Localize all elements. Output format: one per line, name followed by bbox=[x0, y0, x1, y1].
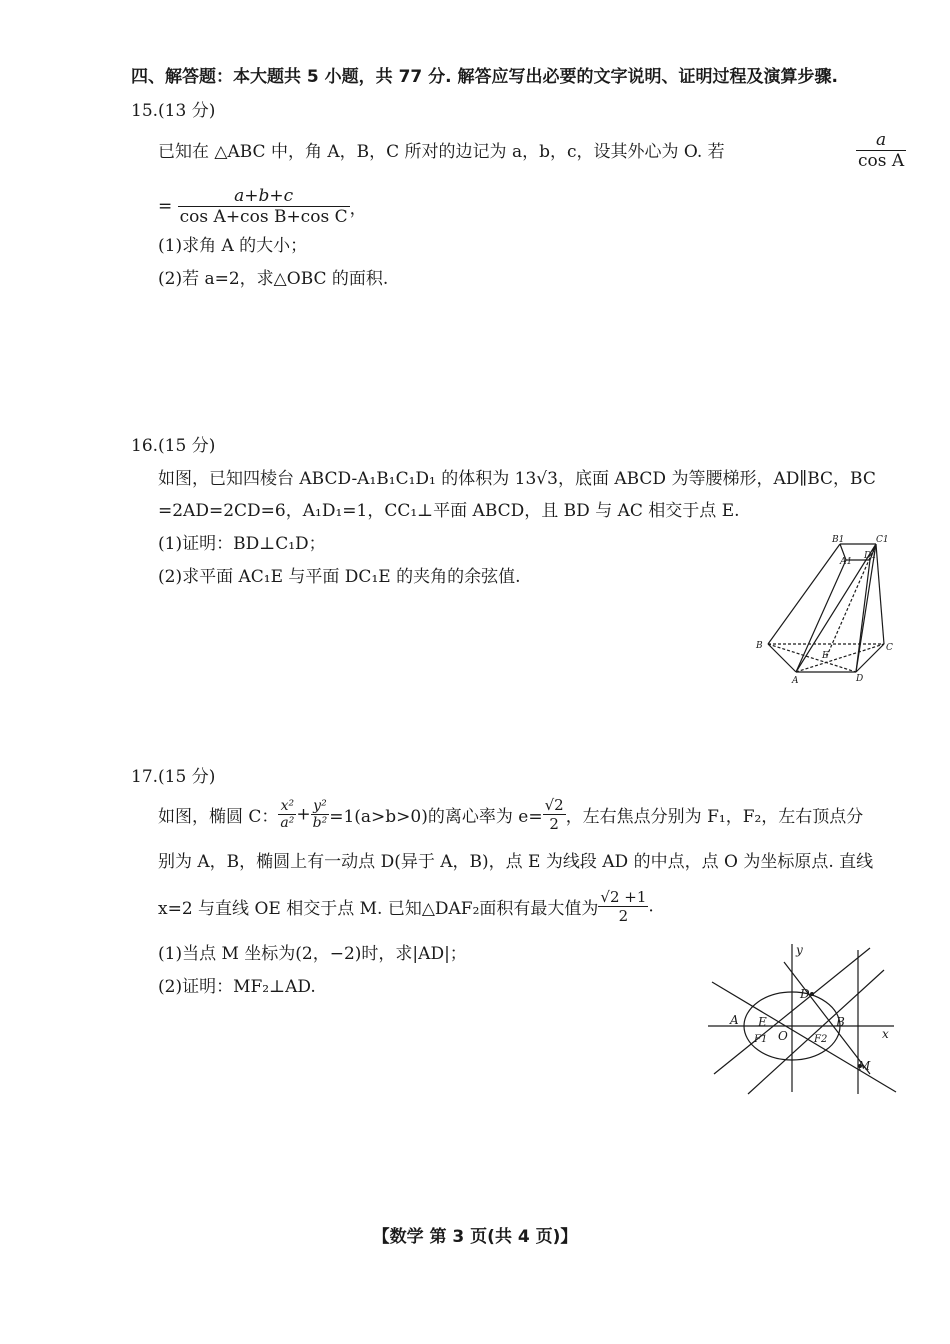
q15-stem-line1 bbox=[158, 140, 725, 164]
q16-part1: (1)证明：BD⊥C₁D； bbox=[158, 534, 326, 554]
q15-frac1-den: cos A bbox=[858, 151, 905, 171]
q15-stem-text: 已知在 △ABC 中，角 A，B，C 所对的边记为 a，b，c，设其外心为 O. 若 bbox=[158, 142, 725, 162]
label-x: x bbox=[882, 1027, 889, 1041]
q16-line1: 如图，已知四棱台 ABCD-A₁B₁C₁D₁ 的体积为 13√3，底面 ABCD 为等腰梯形，AD∥BC，BC bbox=[158, 469, 876, 489]
q15-equation-line bbox=[158, 186, 367, 227]
section-header: 四、解答题：本大题共 5 小题，共 77 分. 解答应写出必要的文字说明、证明过程及演算步骤. bbox=[131, 67, 838, 87]
q15-number: 15.(13 分) bbox=[131, 101, 216, 121]
q17-fy-num: y² bbox=[311, 798, 330, 815]
label-c1: C1 bbox=[876, 535, 889, 545]
q17-e-den: 2 bbox=[549, 815, 559, 833]
q17-line3-post: . bbox=[648, 896, 654, 917]
label-d: D bbox=[800, 987, 810, 1001]
q16-part2: (2)求平面 AC₁E 与平面 DC₁E 的夹角的余弦值. bbox=[158, 567, 521, 587]
q16-line2: =2AD=2CD=6，A₁D₁=1，CC₁⊥平面 ABCD，且 BD 与 AC 相交于点 E. bbox=[158, 501, 740, 521]
label-e: E bbox=[758, 1015, 767, 1029]
q17-line1 bbox=[158, 796, 863, 833]
q17-frac-max bbox=[598, 888, 648, 925]
label-a: A bbox=[792, 676, 799, 686]
label-a1: A1 bbox=[840, 557, 853, 567]
q15-frac2-num: a+b+c bbox=[178, 186, 350, 207]
ellipse-figure bbox=[708, 940, 898, 1098]
q17-max-num: √2 +1 bbox=[600, 888, 647, 906]
q15-frac1-num: a bbox=[856, 130, 906, 151]
q17-line1-mid: =1(a>b>0)的离心率为 e= bbox=[329, 807, 543, 827]
q17-part1: (1)当点 M 坐标为(2，−2)时，求|AD|； bbox=[158, 944, 467, 964]
q15-part1: (1)求角 A 的大小； bbox=[158, 236, 308, 256]
q17-plus: + bbox=[296, 804, 311, 825]
q15-frac2 bbox=[178, 186, 350, 227]
label-y: y bbox=[796, 943, 803, 957]
q15-frac2-den: cos A+cos B+cos C bbox=[179, 207, 348, 227]
frustum-figure bbox=[748, 532, 908, 692]
q17-max-den: 2 bbox=[618, 907, 629, 925]
q17-line2: 别为 A，B，椭圆上有一动点 D(异于 A，B)，点 E 为线段 AD 的中点，点 O 为坐标原点. 直线 bbox=[158, 852, 874, 872]
label-e: E bbox=[822, 651, 829, 661]
label-f1: F1 bbox=[754, 1034, 768, 1045]
label-a: A bbox=[730, 1013, 739, 1027]
q17-frac-x bbox=[278, 798, 296, 831]
label-d1: D1 bbox=[864, 551, 877, 561]
q15-eq-sign: = bbox=[158, 196, 173, 217]
q17-line1-pre: 如图，椭圆 C： bbox=[158, 807, 279, 827]
q17-number: 17.(15 分) bbox=[131, 767, 216, 787]
q17-fy-den: b² bbox=[312, 815, 328, 831]
q16-number: 16.(15 分) bbox=[131, 436, 216, 456]
q17-frac-e bbox=[543, 796, 566, 833]
label-m: M bbox=[858, 1059, 871, 1073]
q17-part2: (2)证明：MF₂⊥AD. bbox=[158, 977, 316, 997]
label-b: B bbox=[836, 1015, 845, 1029]
q17-fx-num: x² bbox=[278, 798, 296, 815]
q17-line1-post: ，左右焦点分别为 F₁，F₂，左右顶点分 bbox=[565, 807, 864, 827]
label-d: D bbox=[856, 674, 864, 684]
label-c: C bbox=[886, 643, 893, 653]
q17-e-num: √2 bbox=[544, 796, 564, 814]
q15-part2: (2)若 a=2，求△OBC 的面积. bbox=[158, 269, 389, 289]
q17-fx-den: a² bbox=[280, 815, 295, 831]
page-footer: 【数学 第 3 页(共 4 页)】 bbox=[372, 1227, 578, 1247]
q15-eq-tail: ， bbox=[349, 199, 367, 219]
q17-line3 bbox=[158, 888, 654, 925]
label-b: B bbox=[756, 641, 763, 651]
q17-line3-pre: x=2 与直线 OE 相交于点 M. 已知△DAF₂面积有最大值为 bbox=[158, 899, 599, 919]
q17-frac-y bbox=[311, 798, 330, 831]
label-b1: B1 bbox=[832, 535, 845, 545]
q15-frac-a-over-cosa bbox=[856, 130, 906, 171]
label-o: O bbox=[778, 1029, 788, 1043]
label-f2: F2 bbox=[814, 1034, 828, 1045]
